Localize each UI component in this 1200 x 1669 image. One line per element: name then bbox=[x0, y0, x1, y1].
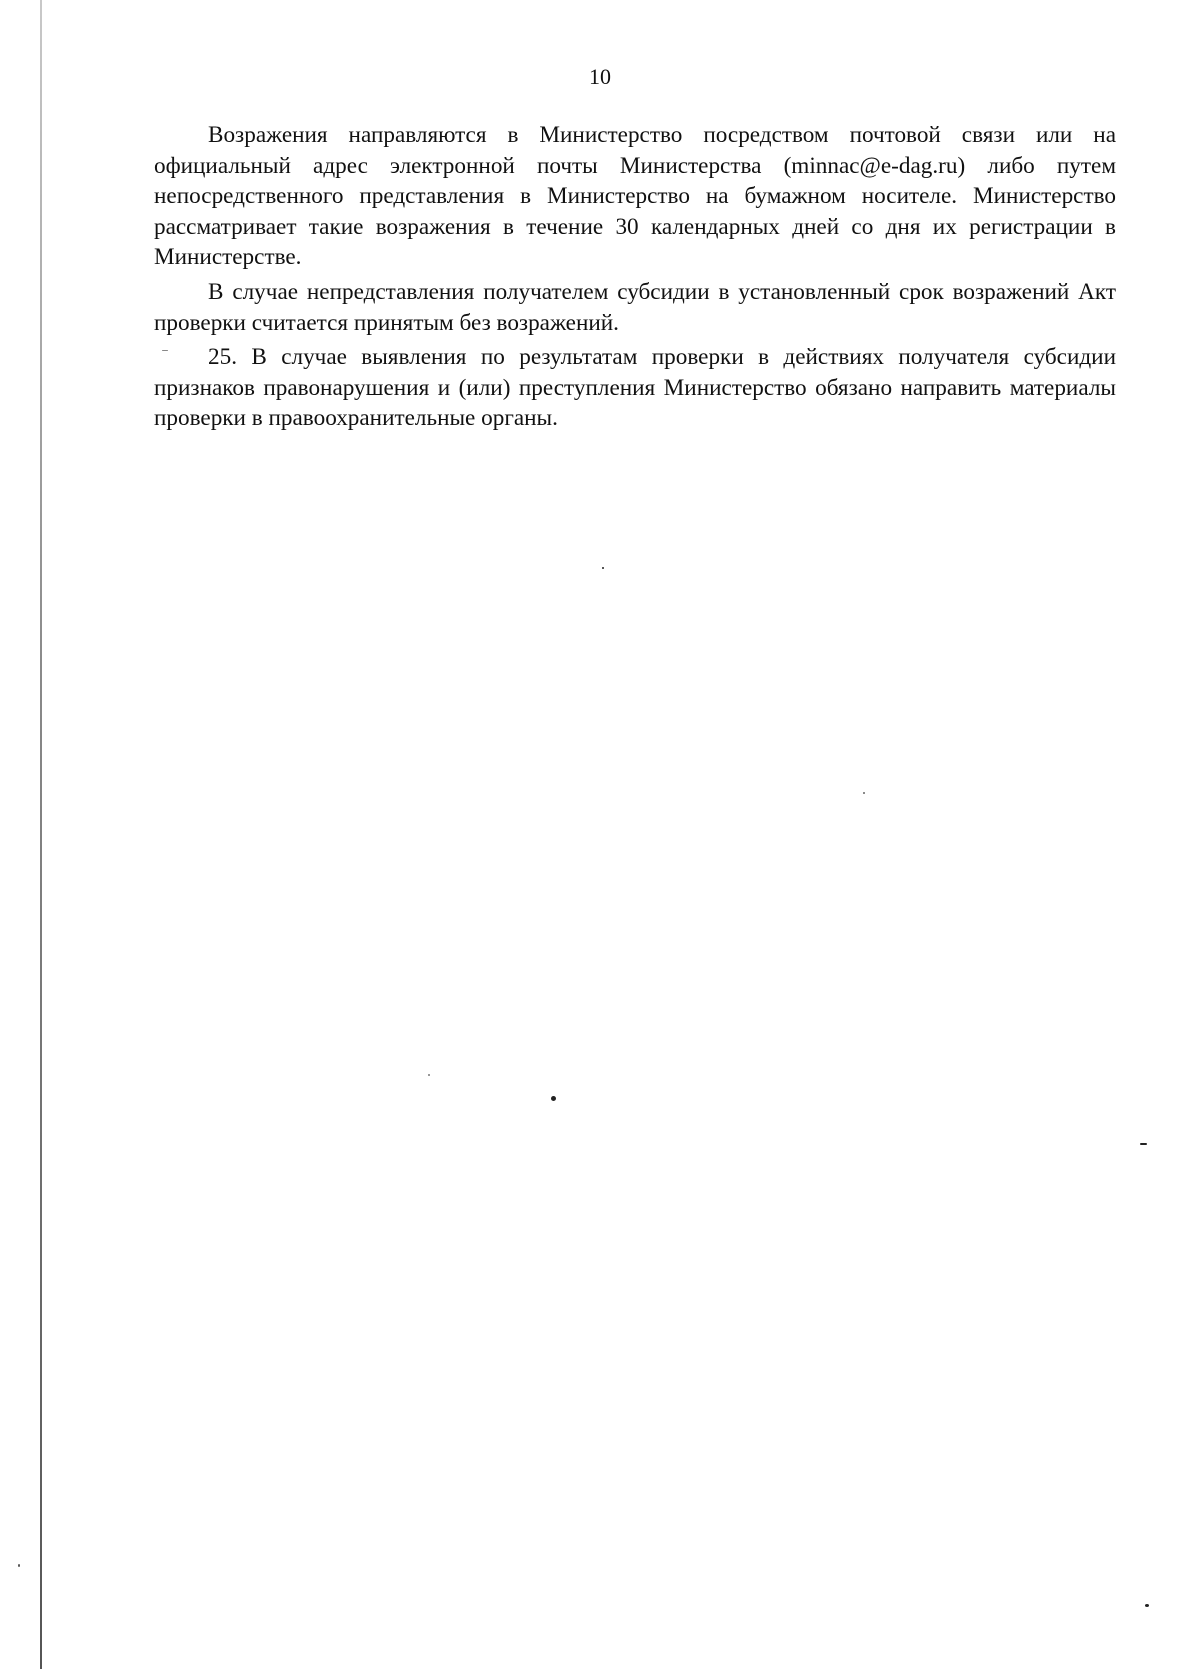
page-number: 10 bbox=[589, 64, 611, 89]
scan-speck bbox=[1145, 1604, 1149, 1607]
paragraph-non-submission: В случае непредставления получателем субсидии в установленный срок возражений Акт проверки считается принятым без возражений. bbox=[154, 278, 1116, 336]
scan-speck bbox=[1140, 1143, 1147, 1145]
scan-speck bbox=[551, 1096, 556, 1101]
document-body bbox=[154, 120, 1116, 438]
paragraph-25-violations: 25. В случае выявления по результатам проверки в действиях получателя субсидии признаков правонарушения и (или) преступления Министерство обязано направить материалы проверки в правоохранительные органы. bbox=[154, 344, 1116, 432]
scan-edge-line bbox=[40, 0, 42, 1669]
paragraph-objections: Возражения направляются в Министерство посредством почтовой связи или на официальный адрес электронной почты Министерства (minnac@e-dag.ru) либо путем непосредственного представления в Министерство на бумажном носителе. Министерство рассматривает такие возражения в течение 30 календарных дней со дня их регистрации в Министерстве. bbox=[154, 122, 1116, 271]
scan-speck bbox=[18, 1564, 20, 1567]
scan-speck bbox=[863, 792, 865, 794]
scan-speck bbox=[162, 350, 168, 351]
scan-speck bbox=[428, 1074, 430, 1076]
scan-speck bbox=[602, 567, 604, 569]
